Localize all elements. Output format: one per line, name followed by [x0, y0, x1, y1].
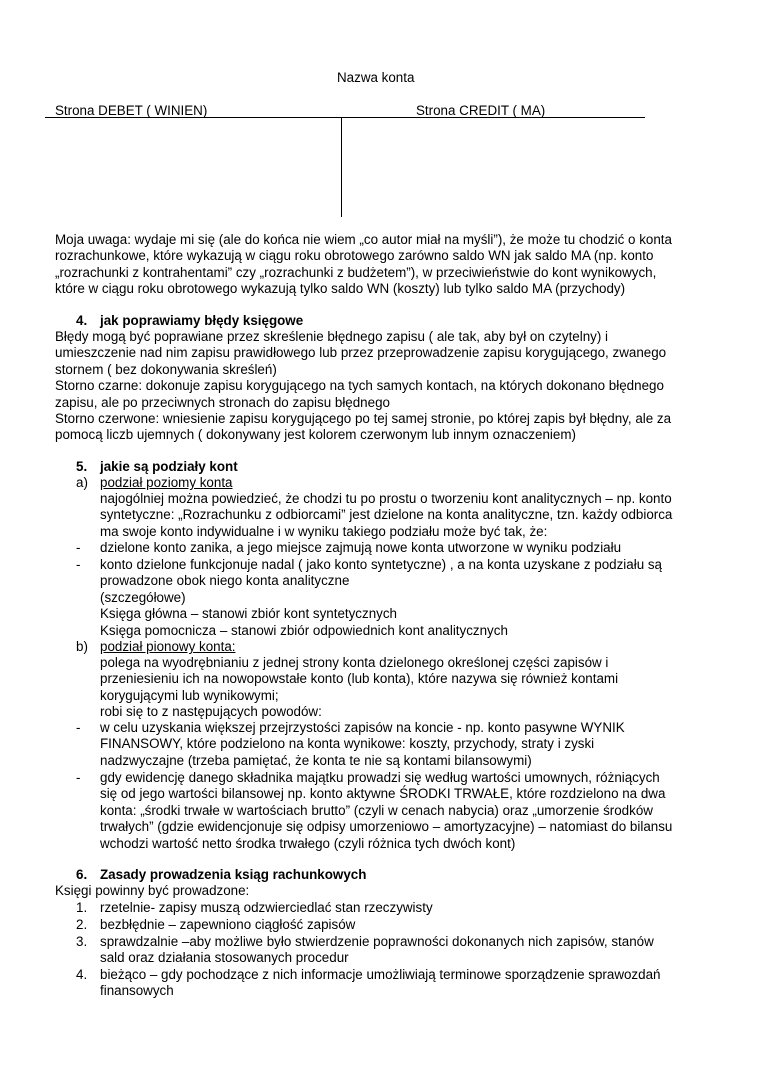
t-account-horizontal-line — [45, 117, 645, 118]
item-line: Księga pomocnicza – stanowi zbiór odpowiednich kont analitycznych — [100, 622, 508, 638]
horizontal-division-title: podział poziomy konta — [100, 475, 233, 490]
rule-item-2: bezbłędnie – zapewniono ciągłość zapisów — [100, 917, 356, 932]
list-marker-a: a) — [76, 475, 88, 490]
item-line: prowadzone obok niego konta analityczne — [100, 573, 350, 589]
item-line: trwałych” (gdzie ewidencjonuje się odpisy umorzeniowo – amortyzacyjne) – natomiast do bilansu — [100, 819, 673, 835]
section4-line: zapisu, ale po przeciwnych stronach do zapisu błędnego — [55, 394, 390, 410]
b-dash-item-2 — [100, 770, 672, 852]
section6-intro: Księgi powinny być prowadzone: — [55, 883, 250, 898]
item-line: konta: „środki trwałe w wartościach brutto” (czyli w cenach nabycia) oraz „umorzenie środków — [100, 802, 653, 818]
intro-line: ma swoje konto indywidualne i w wyniku takiego podziału może być tak, że: — [100, 523, 548, 539]
dash-marker: - — [76, 540, 81, 555]
note-line: „rozrachunki z kontrahentami” czy „rozrachunki z budżetem”), w przeciwieństwie do kont wynikowych, — [55, 264, 657, 280]
debit-side-label: Strona DEBET ( WINIEN) — [55, 103, 208, 118]
section4-heading: jak poprawiamy błędy księgowe — [100, 313, 304, 328]
section4-line: umieszczenie nad nim zapisu prawidłowego lub przez przeprowadzenie zapisu korygującego, zwanego — [55, 345, 667, 361]
note-line: rozrachunkowe, które wykazują w ciągu roku obrotowego zarówno saldo WN jak saldo MA (np. konto — [55, 248, 654, 264]
item-line: (szczegółowe) — [100, 589, 186, 605]
credit-side-label: Strona CREDIT ( MA) — [416, 103, 546, 118]
item-line: w celu uzyskania większej przejrzystości zapisów na koncie - np. konto pasywne WYNIK — [100, 720, 625, 735]
section5-heading: jakie są podziały kont — [100, 459, 238, 474]
section4-line: Storno czarne: dokonuje zapisu korygującego na tych samych kontach, na których dokonano błędnego — [55, 378, 664, 394]
intro-line: syntetyczne: „Rozrachunku z odbiorcami” jest dzielone na konta analityczne, tzn. każdy odbiorca — [100, 507, 673, 523]
item-line: FINANSOWY, które podzielono na konta wynikowe: koszty, przychody, straty i zyski — [100, 736, 595, 752]
item-line: sprawdzalnie –aby możliwe było stwierdzenie poprawności dokonanych nich zapisów, stanów — [100, 934, 654, 949]
section4-number: 4. — [76, 313, 88, 328]
item-line: się od jego wartości bilansowej np. konto aktywne ŚRODKI TRWAŁE, które rozdzielono na dwa — [100, 786, 666, 802]
list-number: 1. — [76, 900, 88, 915]
section6-number: 6. — [76, 867, 88, 882]
a-dash-item-2 — [100, 557, 662, 639]
item-line: sald oraz działania stosowanych procedur — [100, 950, 349, 966]
rule-item-3 — [100, 934, 654, 967]
section4-line: pomocą liczb ujemnych ( dokonywany jest kolorem czerwonym lub innym oznaczeniem) — [55, 427, 576, 443]
vertical-division-intro — [100, 655, 618, 721]
list-number: 4. — [76, 967, 88, 982]
item-line: konto dzielone funkcjonuje nadal ( jako konto syntetyczne) , a na konta uzyskane z podziału są — [100, 557, 663, 572]
author-note — [55, 232, 672, 298]
section5-number: 5. — [76, 459, 88, 474]
a-dash-item-1: dzielone konto zanika, a jego miejsce zajmują nowe konta utworzone w wyniku podziału — [100, 540, 622, 555]
dash-marker: - — [76, 770, 81, 785]
intro-line: najogólniej można powiedzieć, że chodzi tu po prostu o tworzeniu kont analitycznych – np. konto — [100, 491, 672, 506]
intro-line: korygującymi lub wynikowymi; — [100, 687, 279, 703]
t-account-vertical-line — [341, 117, 342, 217]
section4-line: Błędy mogą być poprawiane przez skreślenie błędnego zapisu ( ale tak, aby był on czytelny) i — [55, 329, 609, 344]
item-line: Księga główna – stanowi zbiór kont syntetycznych — [100, 606, 397, 622]
b-dash-item-1 — [100, 720, 625, 769]
section4-line: stornem ( bez dokonywania skreśleń) — [55, 361, 277, 377]
section4-body — [55, 329, 671, 444]
note-line: Moja uwaga: wydaje mi się (ale do końca nie wiem „co autor miał na myśli”), że może tu chodzić o konta — [55, 232, 672, 247]
note-line: które w ciągu roku obrotowego wykazują tylko saldo WN (koszty) lub tylko saldo MA (przychody) — [55, 281, 626, 297]
list-number: 3. — [76, 934, 88, 949]
vertical-division-title: podział pionowy konta: — [100, 639, 236, 654]
item-line: wchodzi wartość netto środka trwałego (czyli różnica tych dwóch kont) — [100, 835, 516, 851]
list-marker-b: b) — [76, 639, 88, 654]
dash-marker: - — [76, 720, 81, 735]
item-line: bieżąco – gdy pochodzące z nich informacje umożliwiają terminowe sporządzenie sprawozdań — [100, 967, 661, 982]
rule-item-1: rzetelnie- zapisy muszą odzwierciedlać stan rzeczywisty — [100, 900, 433, 915]
list-number: 2. — [76, 917, 88, 932]
section6-heading: Zasady prowadzenia ksiąg rachunkowych — [100, 867, 367, 882]
dash-marker: - — [76, 557, 81, 572]
t-account-title: Nazwa konta — [337, 70, 415, 85]
intro-line: polega na wyodrębnianiu z jednej strony konta dzielonego określonej części zapisów i — [100, 655, 609, 670]
horizontal-division-intro — [100, 491, 672, 540]
item-line: finansowych — [100, 983, 174, 999]
item-line: nadzwyczajne (trzeba pamiętać, że konta te nie są kontami bilansowymi) — [100, 752, 532, 768]
intro-line: przeniesieniu ich na nowopowstałe konto (lub konta), które nazywa się również kontami — [100, 671, 619, 687]
item-line: gdy ewidencję danego składnika majątku prowadzi się według wartości umownych, różniących — [100, 770, 660, 785]
rule-item-4 — [100, 967, 660, 1000]
intro-line: robi się to z następujących powodów: — [100, 704, 322, 720]
section4-line: Storno czerwone: wniesienie zapisu korygującego po tej samej stronie, po której zapis był błędny, ale za — [55, 411, 672, 427]
